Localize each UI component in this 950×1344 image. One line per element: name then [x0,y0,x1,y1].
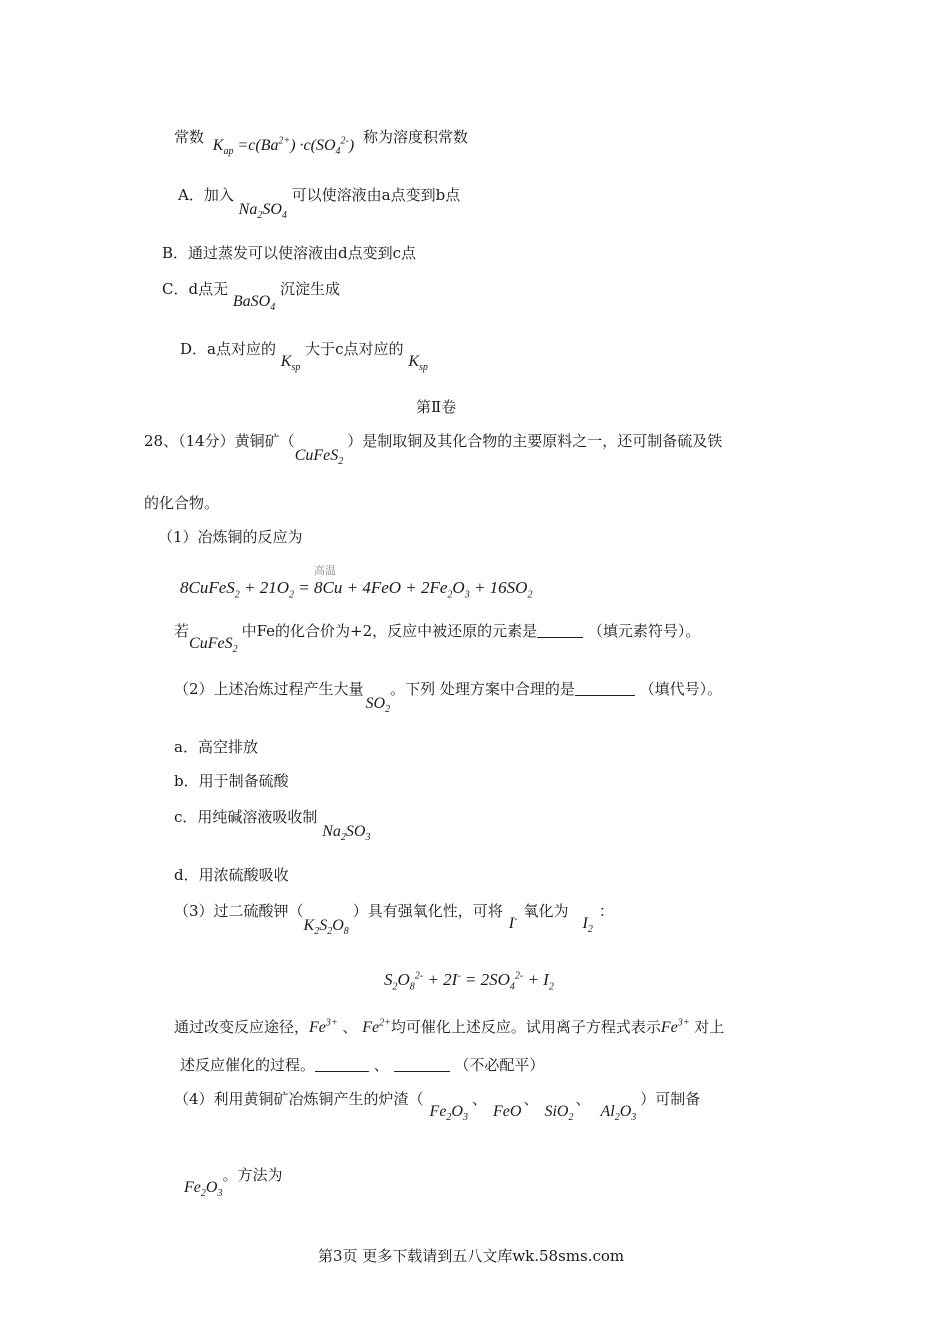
text: 对上 [694,1018,725,1036]
part1-question [174,622,701,656]
text: （不必配平） [454,1056,545,1074]
formula-fe2o3-2: $Fe_2O_3$ [184,1179,223,1200]
text: （2）上述冶炼过程产生大量 [174,680,364,698]
option-text: 用纯碱溶液吸收制 [197,808,318,826]
formula-cufes2: CuFeS$_2$ [189,635,238,656]
part3-catalysis-line2 [180,1056,544,1074]
text: 、 [373,1056,389,1074]
text: ）可制备 [640,1090,701,1108]
text: 。下列 处理方案中合理的是 [390,680,575,698]
formula-iodine: $I_2$ [582,915,593,936]
ksp-intro-prefix: 常数 [174,128,205,146]
option-formula: $Na_2SO_3$ [322,823,371,844]
q28-intro-rest: ）是制取铜及其化合物的主要原料之一，还可制备硫及铁 [347,432,723,450]
option-text: 大于c点对应的 [305,340,404,358]
part2-option-c [174,808,371,844]
option-c [162,280,340,314]
part3-catalysis [174,1018,724,1037]
part3-question [174,902,614,938]
part1-label: （1）冶炼铜的反应为 [158,528,303,546]
option-text: a点对应的 [207,340,276,358]
formula-feo: FeO [493,1103,522,1120]
option-text: 加入 [203,186,234,204]
text: 、 [471,1090,487,1108]
option-text: 可以使溶液由a点变到b点 [291,186,461,204]
section-title: 第Ⅱ卷 [416,398,457,416]
text: 、 [342,1018,358,1036]
text: 均可催化上述反应。试用离子方程式表示 [390,1018,661,1036]
option-a [178,186,461,222]
answer-blank-1[interactable] [537,623,583,638]
option-letter: B． [162,244,189,262]
page-footer: 第3页 更多下载请到五八文库wk.58sms.com [318,1247,625,1265]
formula-k2s2o8: $K_2S_2O_8$ [303,917,349,938]
text: （填元素符号）。 [587,622,701,640]
ksp-definition-line [174,128,468,158]
part4-method [184,1166,283,1200]
formula-so2: $SO_2$ [365,695,391,716]
text: 。方法为 [222,1166,283,1184]
ksp-expression: $K_{ap} =c(Ba^{2+}) \cdot c(SO_4^{2-})$ [212,135,355,158]
answer-blank-4[interactable] [394,1057,450,1072]
formula-fe3: $Fe^{3+}$ [309,1017,338,1036]
q28-formula: CuFeS$_2$ [294,447,344,468]
text: 、 [523,1090,539,1108]
option-text: 通过蒸发可以使溶液由d点变到c点 [188,244,417,262]
answer-blank-3[interactable] [315,1057,369,1072]
part2-option-b [174,772,289,790]
option-formula: $Na_2SO_4$ [238,201,287,222]
ksp-intro-suffix: 称为溶度积常数 [362,128,468,146]
text: （4）利用黄铜矿冶炼铜产生的炉渣（ [174,1090,424,1108]
equation-2: $S_2O_8^{2-} + 2I^- = 2SO_4^{2-} + I_2$ [384,970,554,993]
formula-sio2: SiO$_2$ [544,1103,574,1124]
text: 通过改变反应途径， [174,1018,310,1036]
part4-question [174,1090,701,1124]
option-text: 沉淀生成 [279,280,340,298]
part2-option-a [174,738,258,756]
question-number: 28、 [144,432,179,450]
formula-fe2o3: $Fe_2O_3$ [429,1103,468,1124]
option-letter: D． [180,340,208,358]
option-text: 用于制备硫酸 [198,772,289,790]
part2-option-d [174,866,289,884]
option-formula: BaSO$_4$ [232,293,276,314]
reaction-condition: 高温 [314,564,336,577]
formula-fe3b: $Fe^{3+}$ [660,1017,690,1036]
option-text: 高空排放 [197,738,258,756]
text: ）具有强氧化性，可将 [352,902,503,920]
option-formula-2: $K_{sp}$ [408,353,428,374]
text: （填代号）。 [639,680,723,698]
text: （3）过二硫酸钾（ [174,902,304,920]
option-letter: a． [174,738,198,756]
text: 述反应催化的过程。 [180,1056,316,1074]
q28-score: （14分）黄铜矿（ [178,432,295,450]
option-letter: C． [162,280,189,298]
option-letter: b． [174,772,199,790]
option-letter: d． [174,866,199,884]
part2-question [174,680,723,716]
option-b [162,244,416,262]
text: 中Fe的化合价为+2，反应中被还原的元素是 [241,622,538,640]
formula-fe2: $Fe^{2+}$ [362,1017,391,1036]
formula-al2o3: $Al_2O_3$ [600,1103,637,1124]
option-letter: A． [178,186,204,204]
option-text: d点无 [188,280,229,298]
option-d [180,340,428,374]
text: 、 [575,1090,591,1108]
text: 氧化为 [523,902,569,920]
formula-iodide: I- [508,913,518,932]
option-letter: c． [174,808,198,826]
equation-1: 8CuFeS$_2$ + $21O_2 = 8Cu + 4FeO + 2Fe_2O_3 + 16SO_2$ [180,578,533,601]
option-formula: $K_{sp}$ [280,353,301,374]
q28-intro [144,432,723,468]
text: ： [598,902,614,920]
answer-blank-2[interactable] [575,681,635,696]
text: 若 [174,622,190,640]
q28-intro-line2: 的化合物。 [144,494,220,512]
option-text: 用浓硫酸吸收 [198,866,289,884]
